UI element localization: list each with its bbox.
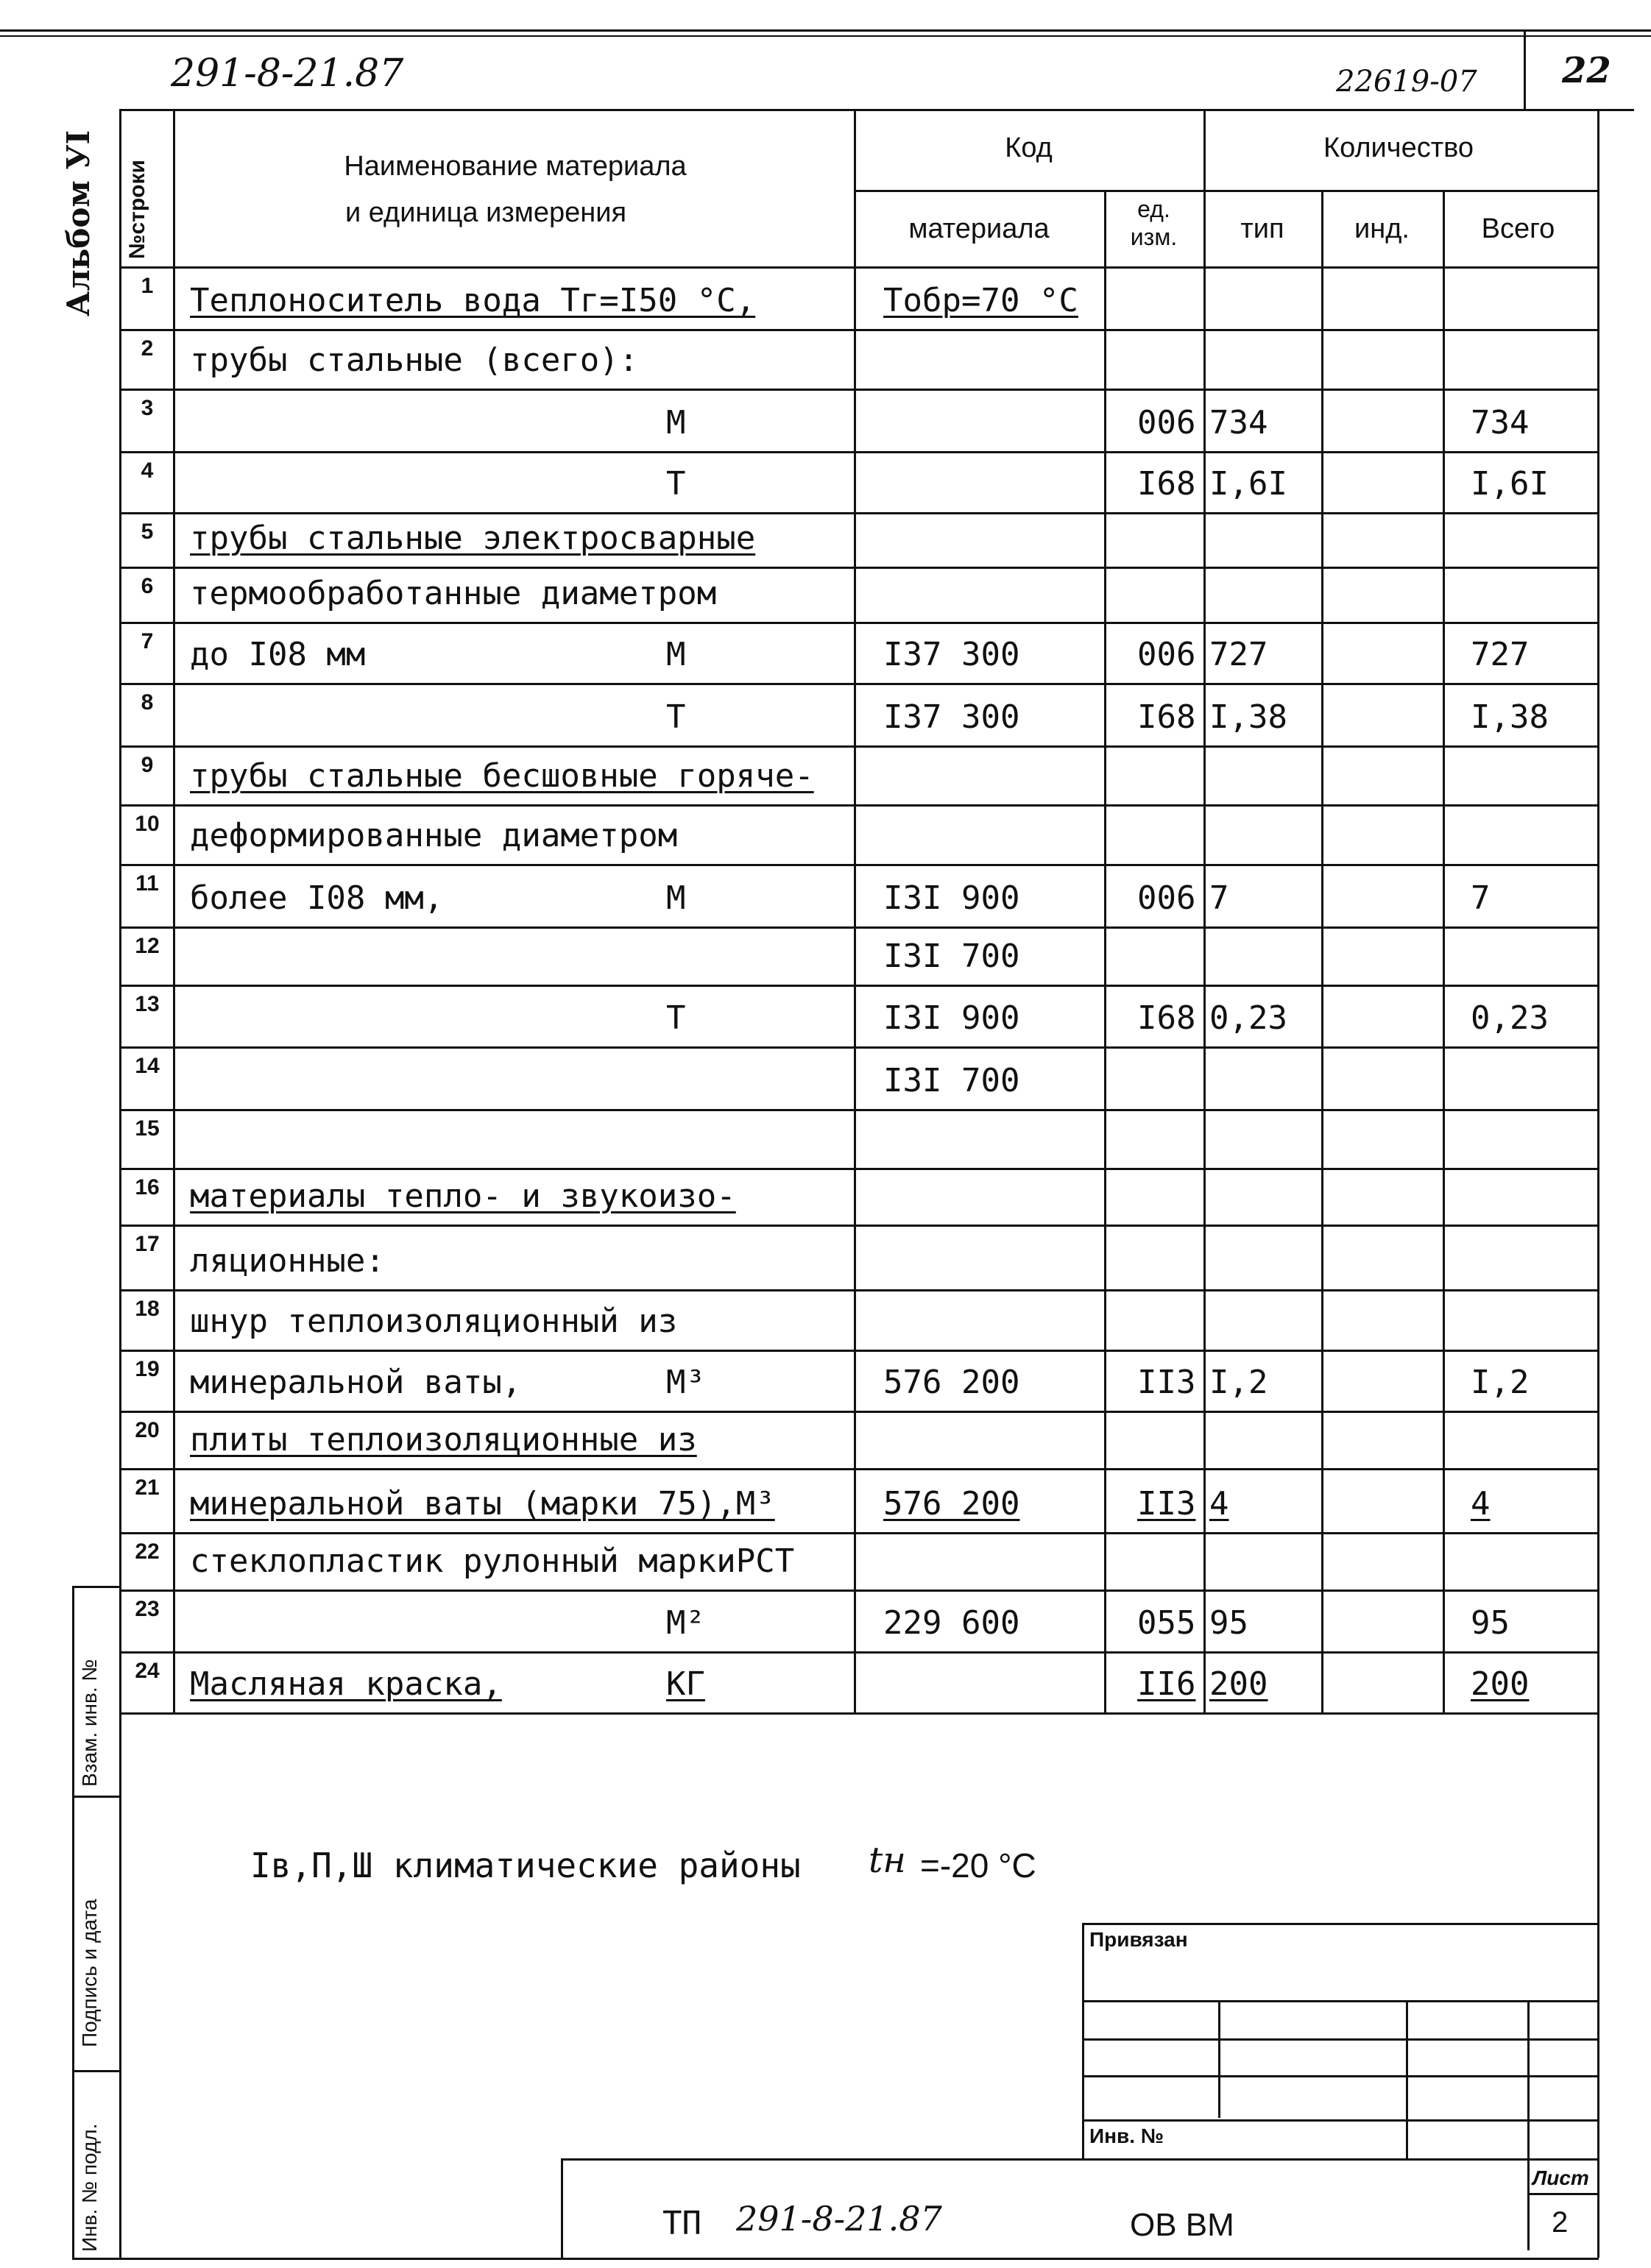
material-name: трубы стальные электросварные [190,520,756,557]
material-name: трубы стальные бесшовные горяче- [190,757,814,795]
unit-of-measure: Т [666,698,686,736]
stamp-sheet-label: Лист [1532,2166,1589,2189]
col-header-unit-line1: ед. [1137,196,1170,222]
material-name: Масляная краска, [190,1665,502,1703]
material-code: I3I 700 [883,1062,1020,1099]
quantity-type: I,6I [1209,465,1287,503]
unit-code: II3 [1137,1364,1196,1401]
material-name: трубы стальные (всего): [190,341,639,379]
row-number: 11 [135,871,159,896]
row-number: 14 [135,1054,160,1078]
row-number: 16 [135,1175,160,1199]
temperature-value: =-20 °С [920,1846,1036,1885]
unit-of-measure: Т [666,999,686,1037]
material-code: Тобр=70 °С [883,282,1078,319]
side-stamp-vzam: Взам. инв. № [78,1659,101,1787]
unit-code: II3 [1137,1485,1196,1523]
quantity-total: 4 [1471,1485,1491,1523]
material-name: ляционные: [190,1242,385,1280]
material-name: минеральной ваты, [190,1364,522,1401]
quantity-type: 95 [1209,1604,1248,1642]
unit-code: 006 [1137,404,1196,442]
col-header-total: Всего [1481,213,1555,244]
material-code: I37 300 [883,636,1020,673]
col-header-row-no: №строки [125,160,149,259]
unit-code: I68 [1137,465,1196,503]
quantity-type: 4 [1209,1485,1229,1523]
row-number: 8 [141,690,154,715]
page-number: 22 [1562,50,1611,91]
unit-of-measure: М² [666,1604,705,1642]
material-name: деформированные диаметром [190,817,678,854]
row-number: 17 [135,1232,160,1256]
unit-code: 055 [1137,1604,1196,1642]
material-code: 229 600 [883,1604,1020,1642]
row-number: 21 [135,1475,160,1500]
stamp-section: ОВ ВМ [1130,2207,1234,2243]
side-stamp-podpis: Подпись и дата [78,1899,101,2047]
temperature-symbol: tн [869,1840,906,1881]
col-header-code: Код [1005,132,1053,163]
quantity-total: 727 [1471,636,1530,673]
quantity-type: 0,23 [1209,999,1287,1037]
material-name: стеклопластик рулонный маркиРСТ [190,1542,795,1580]
quantity-type: 200 [1209,1665,1268,1703]
row-number: 18 [135,1297,160,1321]
col-header-name-line2: и единица измерения [344,197,627,228]
material-code: 576 200 [883,1485,1020,1523]
row-number: 2 [141,336,154,361]
material-code: I37 300 [883,698,1020,736]
unit-code: I68 [1137,999,1196,1037]
material-code: I3I 900 [883,879,1020,917]
quantity-total: I,38 [1471,698,1549,736]
row-number: 15 [135,1116,160,1141]
doc-code-right: 22619-07 [1336,65,1477,99]
side-stamp-inv-podl: Инв. № подл. [78,2123,101,2252]
material-name: плиты теплоизоляционные из [190,1421,697,1459]
row-number: 7 [141,629,154,653]
material-name: более I08 мм, [190,879,444,917]
row-number: 24 [135,1659,160,1683]
material-name: минеральной ваты (марки 75),М³ [190,1485,775,1523]
quantity-total: 734 [1471,404,1530,442]
unit-of-measure: М³ [666,1364,705,1401]
quantity-total: 95 [1471,1604,1510,1642]
quantity-type: 727 [1209,636,1268,673]
quantity-total: 0,23 [1471,999,1549,1037]
col-header-unit-line2: изм. [1130,224,1178,250]
doc-code-left: 291-8-21.87 [171,52,404,96]
row-number: 13 [135,992,160,1016]
material-code: I3I 700 [883,938,1020,975]
quantity-type: 734 [1209,404,1268,442]
row-number: 1 [141,274,154,298]
row-number: 4 [141,458,154,483]
stamp-tp-code: 291-8-21.87 [736,2199,942,2239]
row-number: 5 [141,520,154,544]
unit-code: 006 [1137,636,1196,673]
material-name: Теплоноситель вода Тг=I50 °С, [190,282,756,319]
quantity-total: 200 [1471,1665,1530,1703]
row-number: 20 [135,1418,160,1442]
row-number: 3 [141,396,154,420]
col-header-ind: инд. [1354,213,1410,244]
album-label: Альбом УI [60,130,96,316]
quantity-total: I,2 [1471,1364,1530,1401]
col-header-material: материала [908,213,1050,244]
unit-of-measure: М [666,404,686,442]
row-number: 23 [135,1597,160,1621]
stamp-attached-label: Привязан [1089,1928,1188,1951]
unit-code: II6 [1137,1665,1196,1703]
material-code: 576 200 [883,1364,1020,1401]
col-header-name-line1: Наименование материала [344,151,687,182]
stamp-inv-no-label: Инв. № [1089,2125,1164,2147]
unit-of-measure: М [666,636,686,673]
unit-code: I68 [1137,698,1196,736]
quantity-total: 7 [1471,879,1491,917]
material-code: I3I 900 [883,999,1020,1037]
col-header-type: тип [1240,213,1284,244]
quantity-total: I,6I [1471,465,1549,503]
row-number: 12 [135,934,160,958]
material-name: шнур теплоизоляционный из [190,1303,678,1340]
material-name: до I08 мм [190,636,366,673]
row-number: 22 [135,1539,160,1564]
stamp-sheet-number: 2 [1552,2206,1569,2239]
unit-of-measure: М [666,879,686,917]
quantity-type: I,38 [1209,698,1287,736]
row-number: 19 [135,1357,160,1381]
climate-regions-note: Iв,П,Ш климатические районы [250,1846,801,1885]
unit-code: 006 [1137,879,1196,917]
unit-of-measure: Т [666,465,686,503]
quantity-type: I,2 [1209,1364,1268,1401]
unit-of-measure: КГ [666,1665,705,1703]
row-number: 9 [141,753,154,777]
row-number: 6 [141,574,154,598]
col-header-quantity: Количество [1323,132,1474,163]
material-name: материалы тепло- и звукоизо- [190,1177,736,1215]
material-name: термообработанные диаметром [190,575,717,612]
row-number: 10 [135,812,160,836]
stamp-tp-label: ТП [662,2205,701,2242]
quantity-type: 7 [1209,879,1229,917]
